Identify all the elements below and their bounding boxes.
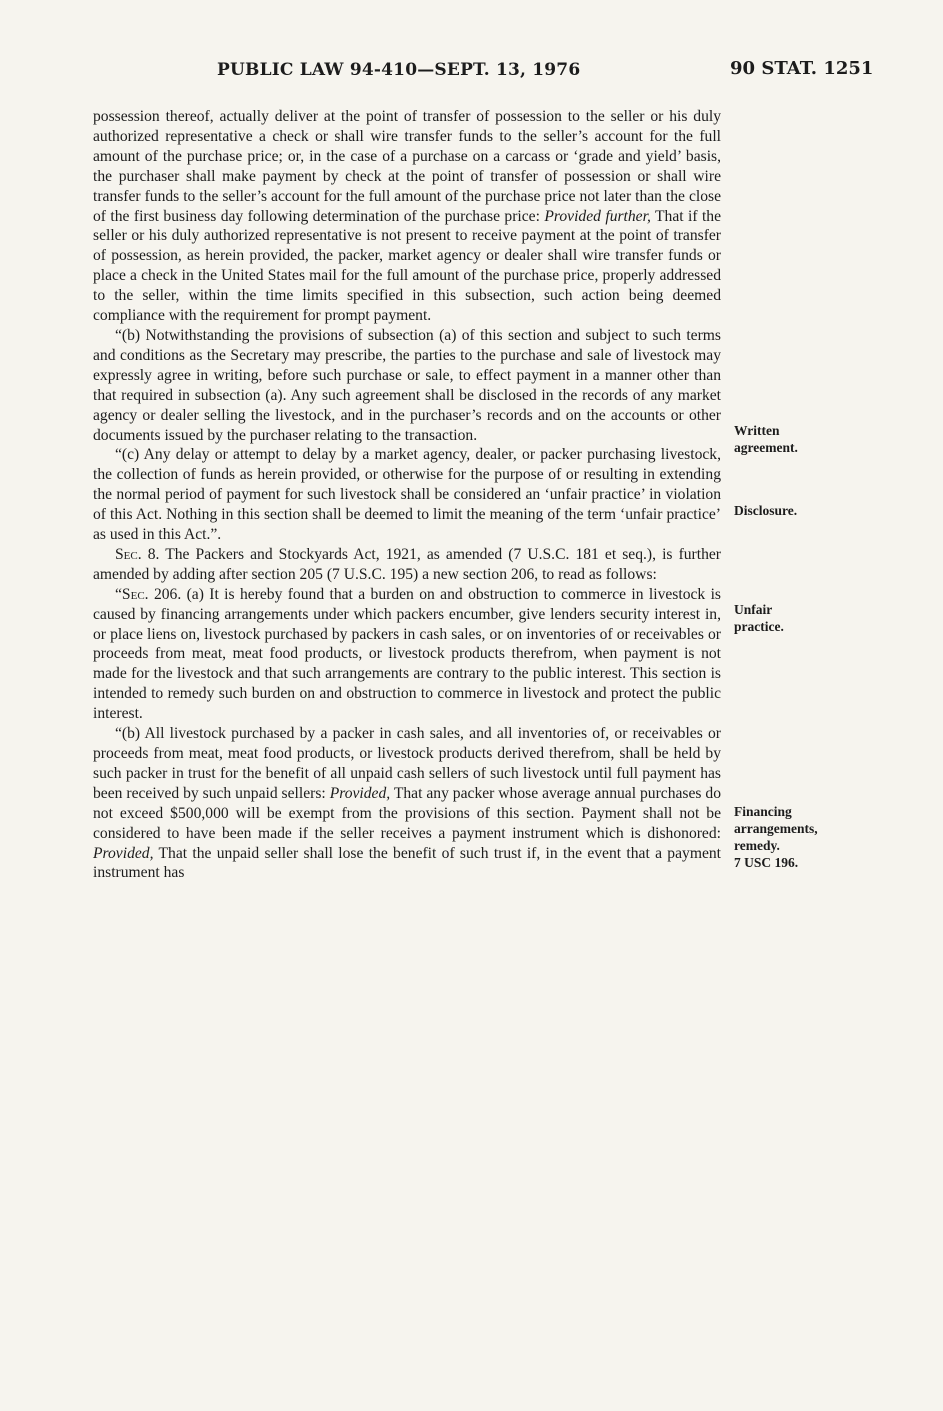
paragraph-a-continued: possession thereof, actually deliver at the point of transfer of possession to the seller or his duly authorized representative a check or shall wire transfer funds to the seller’s account for the full amount of the purchase price; or, in the case of a purchase on a carcass or ‘grade and yield’ basis, the purchaser shall make payment by check at the point of transfer of possession or shall wire transfer funds to the seller’s account for the full amount of the purchase price not later than the close of the first business day following determination of the purchase price: Provided further, That if the seller or his duly authorized representative is not present to receive payment at the point of transfer of possession, as herein provided, the packer, market agency or dealer shall wire transfer funds or place a check in the United States mail for the full amount of the purchase price, properly addressed to the seller, within the time limits specified in this subsection, such action being deemed compliance with the requirement for prompt payment. [93, 108, 721, 325]
paragraph-b: “(b) Notwithstanding the provisions of subsection (a) of this section and subject to such terms and conditions as the Secretary may prescribe, the parties to the purchase and sale of livestock may expressly agree in writing, before such purchase or sale, to effect payment in a manner other than that required in subsection (a). Any such agreement shall be disclosed in the records of any market agency or dealer selling the livestock, and in the purchaser’s records and on the accounts or other documents issued by the purchaser relating to the transaction. [93, 326, 721, 444]
body-text [93, 107, 721, 883]
margin-note-unfair-practice: Unfair practice. [734, 602, 784, 634]
running-header-title: PUBLIC LAW 94-410—SEPT. 13, 1976 [217, 60, 581, 80]
section-8: Sec. 8. The Packers and Stockyards Act, 1921, as amended (7 U.S.C. 181 et seq.), is further amended by adding after section 205 (7 U.S.C. 195) a new section 206, to read as follows: [93, 545, 721, 583]
section-206-a: “Sec. 206. (a) It is hereby found that a burden on and obstruction to commerce in livestock is caused by financing arrangements under which packers encumber, give lenders security interest in, or place liens on, livestock purchased by packers in cash sales, or on inventories of or receivables or proceeds from meat, meat food products, or livestock products therefrom, when payment is not made for the livestock and that such arrangements are contrary to the public interest. This section is intended to remedy such burden on and obstruction to commerce in livestock and protect the public interest. [93, 585, 721, 723]
paragraph-c: “(c) Any delay or attempt to delay by a market agency, dealer, or packer purchasing livestock, the collection of funds as herein provided, or otherwise for the purpose of or resulting in extending the normal period of payment for such livestock shall be considered an ‘unfair practice’ in violation of this Act. Nothing in this section shall be deemed to limit the meaning of the term ‘unfair practice’ as used in this Act.”. [93, 446, 721, 544]
margin-note-financing: Financing arrangements, remedy. 7 USC 196. [734, 804, 818, 870]
section-206-b: “(b) All livestock purchased by a packer in cash sales, and all inventories of, or receivables or proceeds from meat, meat food products, or livestock products derived therefrom, shall be held by such packer in trust for the benefit of all unpaid cash sellers of such livestock until full payment has been received by such unpaid sellers: Provided, That any packer whose average annual purchases do not exceed $500,000 will be exempt from the provisions of this section. Payment shall not be considered to have been made if the seller receives a payment instrument which is dishonored: Provided, That the unpaid seller shall lose the benefit of such trust if, in the event that a payment instrument has [93, 725, 722, 882]
margin-note-written-agreement: Written agreement. [734, 423, 798, 455]
running-header-stat: 90 STAT. 1251 [730, 58, 874, 79]
margin-note-disclosure: Disclosure. [734, 503, 798, 518]
